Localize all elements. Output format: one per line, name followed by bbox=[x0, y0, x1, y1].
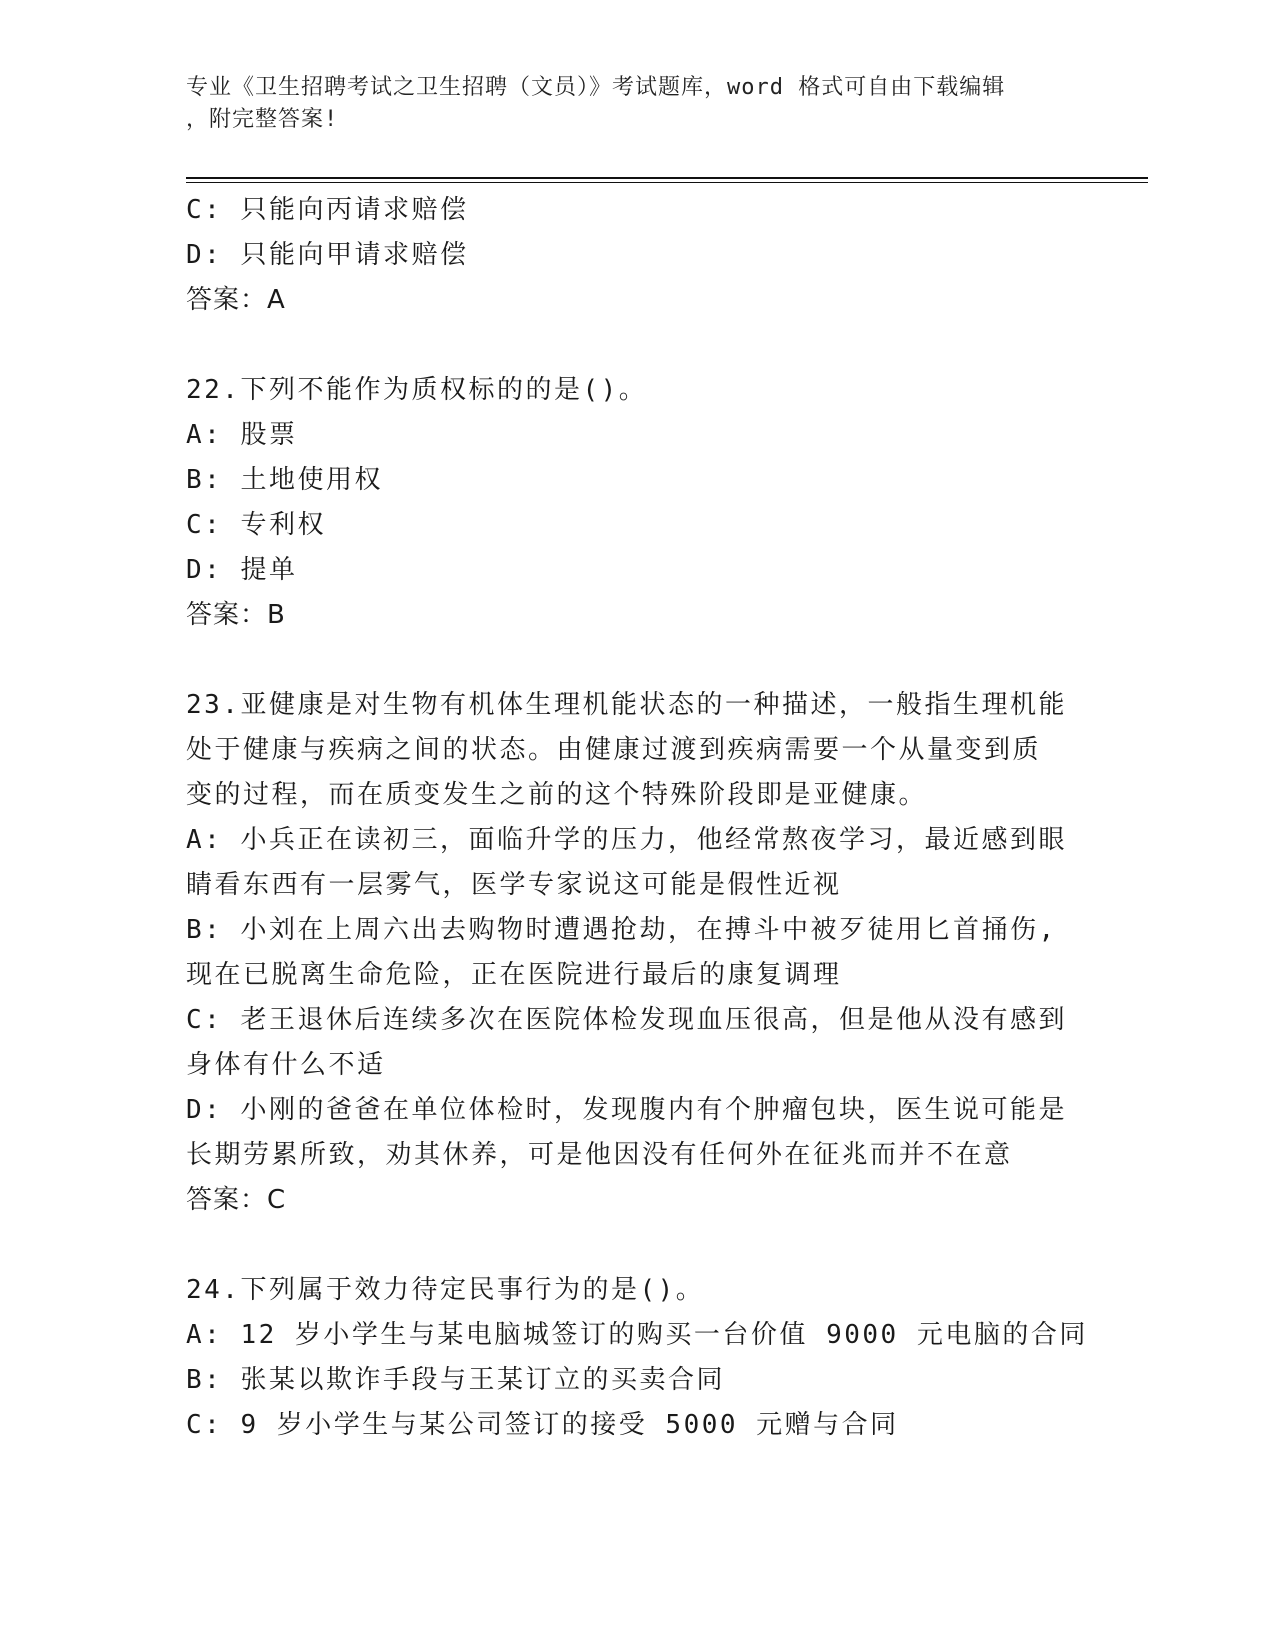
q23-option-b-line-2: 现在已脱离生命危险，正在医院进行最后的康复调理 bbox=[186, 960, 842, 990]
prev-option-d: D: 只能向甲请求赔偿 bbox=[186, 240, 469, 270]
q23-option-a-line-2: 睛看东西有一层雾气，医学专家说这可能是假性近视 bbox=[186, 870, 842, 900]
q23-option-a-line-1: A: 小兵正在读初三，面临升学的压力，他经常熬夜学习，最近感到眼 bbox=[186, 825, 1067, 855]
prev-answer: 答案：A bbox=[186, 285, 286, 315]
q23-stem-line-3: 变的过程，而在质变发生之前的这个特殊阶段即是亚健康。 bbox=[186, 780, 928, 810]
header-rule-thick bbox=[186, 177, 1148, 179]
q22-option-b: B: 土地使用权 bbox=[186, 465, 383, 495]
document-body bbox=[186, 188, 1086, 1448]
spacer bbox=[186, 638, 1086, 683]
q24-option-a: A: 12 岁小学生与某电脑城签订的购买一台价值 9000 元电脑的合同 bbox=[186, 1320, 1088, 1350]
header-line-1: 专业《卫生招聘考试之卫生招聘（文员）》考试题库，word 格式可自由下载编辑 bbox=[186, 75, 1006, 100]
q22-option-c: C: 专利权 bbox=[186, 510, 326, 540]
spacer bbox=[186, 1223, 1086, 1268]
header-line-2: ，附完整答案! bbox=[186, 107, 339, 132]
q22-option-a: A: 股票 bbox=[186, 420, 298, 450]
spacer bbox=[186, 323, 1086, 368]
q24-option-c: C: 9 岁小学生与某公司签订的接受 5000 元赠与合同 bbox=[186, 1410, 899, 1440]
q23-option-c-line-2: 身体有什么不适 bbox=[186, 1050, 386, 1080]
q23-option-d-line-2: 长期劳累所致，劝其休养，可是他因没有任何外在征兆而并不在意 bbox=[186, 1140, 1013, 1170]
header-rule-thin bbox=[186, 182, 1148, 183]
q24-option-b: B: 张某以欺诈手段与王某订立的买卖合同 bbox=[186, 1365, 725, 1395]
q23-answer: 答案：C bbox=[186, 1185, 287, 1215]
prev-option-c: C: 只能向丙请求赔偿 bbox=[186, 195, 469, 225]
document-header bbox=[186, 72, 1066, 136]
q23-option-c-line-1: C: 老王退休后连续多次在医院体检发现血压很高，但是他从没有感到 bbox=[186, 1005, 1067, 1035]
q23-option-d-line-1: D: 小刚的爸爸在单位体检时，发现腹内有个肿瘤包块，医生说可能是 bbox=[186, 1095, 1067, 1125]
q22-answer: 答案：B bbox=[186, 600, 286, 630]
q22-option-d: D: 提单 bbox=[186, 555, 298, 585]
q23-stem-line-1: 23.亚健康是对生物有机体生理机能状态的一种描述，一般指生理机能 bbox=[186, 690, 1067, 720]
q22-stem: 22.下列不能作为质权标的的是()。 bbox=[186, 375, 648, 405]
q23-option-b-line-1: B: 小刘在上周六出去购物时遭遇抢劫，在搏斗中被歹徒用匕首捅伤, bbox=[186, 915, 1057, 945]
q24-stem: 24.下列属于效力待定民事行为的是()。 bbox=[186, 1275, 705, 1305]
q23-stem-line-2: 处于健康与疾病之间的状态。由健康过渡到疾病需要一个从量变到质 bbox=[186, 735, 1042, 765]
